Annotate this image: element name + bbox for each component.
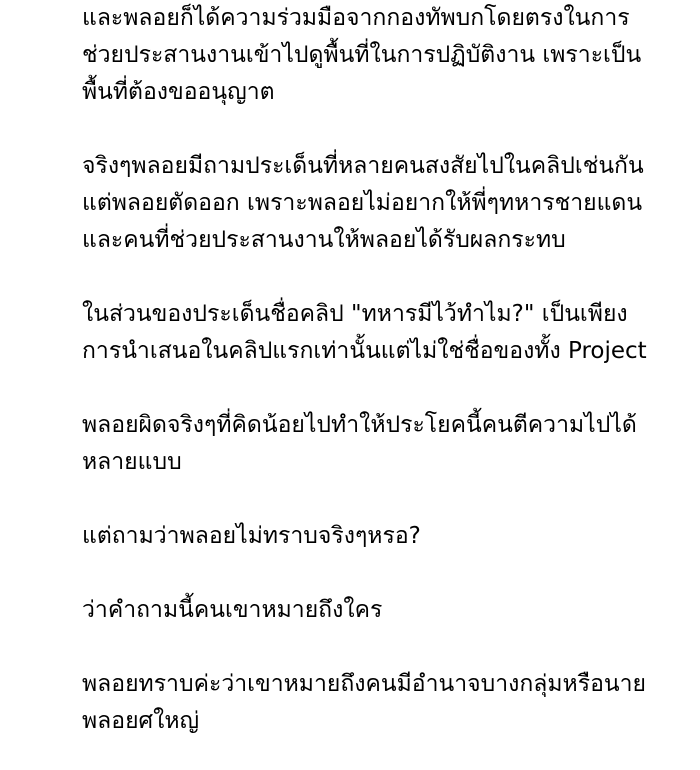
paragraph-cut-question (82, 148, 682, 259)
paragraph-clip-title (82, 296, 682, 370)
text-line: พลอยผิดจริงๆที่คิดน้อยไปทำให้ประโยคนี้คนตีความไปได้ (82, 412, 637, 438)
paragraph-army-cooperation (82, 0, 682, 111)
text-line: ว่าคำถามนี้คนเขาหมายถึงใคร (82, 597, 383, 623)
text-line: จริงๆพลอยมีถามประเด็นที่หลายคนสงสัยไปในคลิปเช่นกัน (82, 153, 644, 179)
text-line: ช่วยประสานงานเข้าไปดูพื้นที่ในการปฏิบัติงาน เพราะเป็น (82, 42, 642, 68)
text-line: พลอยศใหญ่ (82, 708, 200, 734)
text-line: และพลอยก็ได้ความร่วมมือจากกองทัพบกโดยตรงในการ (82, 5, 630, 31)
paragraph-question (82, 518, 682, 555)
paragraph-answer (82, 666, 682, 740)
text-line: หลายแบบ (82, 449, 182, 475)
text-line: พื้นที่ต้องขออนุญาต (82, 79, 275, 105)
text-line: การนำเสนอในคลิปแรกเท่านั้นแต่ไม่ใช่ชื่อของทั้ง Project (82, 338, 647, 364)
article-body (82, 0, 682, 740)
paragraph-apology (82, 407, 682, 481)
text-line: และคนที่ช่วยประสานงานให้พลอยได้รับผลกระทบ (82, 227, 566, 253)
text-line: ในส่วนของประเด็นชื่อคลิป "ทหารมีไว้ทำไม?" เป็นเพียง (82, 301, 628, 327)
text-line: แต่พลอยตัดออก เพราะพลอยไม่อยากให้พี่ๆทหารชายแดน (82, 190, 643, 216)
text-line: พลอยทราบค่ะว่าเขาหมายถึงคนมีอำนาจบางกลุ่มหรือนาย (82, 671, 646, 697)
paragraph-who-meant (82, 592, 682, 629)
text-line: แต่ถามว่าพลอยไม่ทราบจริงๆหรอ? (82, 523, 421, 549)
